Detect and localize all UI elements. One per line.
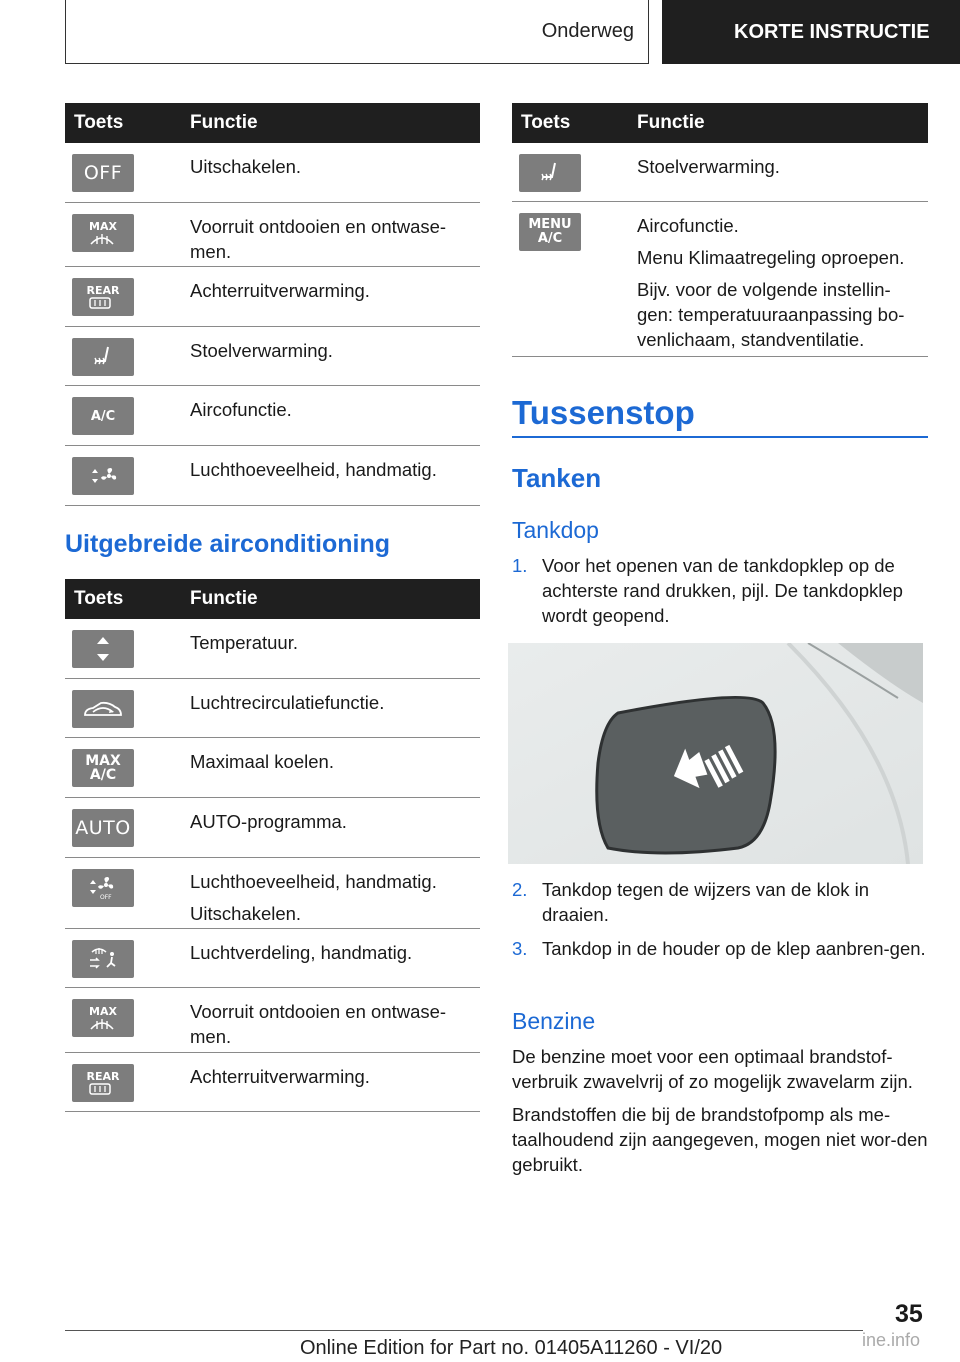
header-section-tab — [65, 0, 649, 64]
function-text: Menu Klimaatregeling oproepen. — [637, 247, 905, 268]
function-text: Luchtverdeling, handmatig. — [190, 942, 413, 963]
auto-icon: AUTO — [72, 809, 134, 847]
subsection-title-tankdop: Tankdop — [512, 517, 599, 543]
function-text: Bijv. voor de volgende instellin-gen: temperatuuraanpassing bo-venlichaam, standventilatie. — [637, 279, 905, 350]
fan-speed-icon — [72, 457, 134, 495]
header-chapter-label: KORTE INSTRUCTIE — [734, 20, 930, 43]
table-row — [65, 798, 480, 858]
function-text: Luchtrecirculatiefunctie. — [190, 692, 385, 713]
list-item: 3. Tankdop in de houder op de klep aanbren-gen. — [512, 938, 926, 959]
footer-text: Online Edition for Part no. 01405A11260 - VI/20 — [300, 1337, 723, 1359]
steps-list-a — [512, 553, 928, 637]
function-text: Achterruitverwarming. — [190, 280, 370, 301]
title-rule — [512, 436, 928, 438]
col-key-header: Toets — [74, 588, 124, 609]
function-text: Stoelverwarming. — [190, 340, 333, 361]
benzine-paragraph-1: De benzine moet voor een optimaal brandstof-verbruik zwavelvrij of zo mogelijk zwavelarm zijn. — [512, 1046, 913, 1092]
list-item: 1. Voor het openen van de tankdopklep op de achterste rand drukken, pijl. De tankdopklep wordt geopend. — [512, 555, 903, 626]
function-text: Uitschakelen. — [190, 903, 302, 924]
table-row — [65, 446, 480, 506]
col-function-header: Functie — [190, 588, 258, 609]
subsection-title-benzine: Benzine — [512, 1008, 596, 1034]
function-text: AUTO-programma. — [190, 811, 347, 832]
steps-list-b — [512, 877, 928, 970]
function-text: Luchthoeveelheid, handmatig. — [190, 871, 437, 892]
function-text: Uitschakelen. — [190, 156, 302, 177]
table-header — [65, 579, 480, 619]
col-key-header: Toets — [521, 112, 571, 133]
table-row — [65, 203, 480, 267]
temperature-icon — [72, 630, 134, 668]
buttons-table-extended — [65, 579, 480, 1112]
watermark: ine.info — [862, 1330, 921, 1350]
max-defrost-icon: MAX — [72, 999, 134, 1037]
chapter-title: Tussenstop — [512, 394, 695, 431]
table-row — [65, 679, 480, 738]
function-text: Stoelverwarming. — [637, 156, 780, 177]
function-text: Voorruit ontdooien en ontwase-men. — [190, 216, 447, 262]
page-number: 35 — [895, 1300, 923, 1328]
rear-defrost-icon: REAR — [72, 1064, 134, 1102]
function-text: Voorruit ontdooien en ontwase-men. — [190, 1001, 447, 1047]
col-function-header: Functie — [190, 112, 258, 133]
table-row — [65, 143, 480, 203]
function-text: Aircofunctie. — [637, 215, 739, 236]
function-text: Temperatuur. — [190, 632, 298, 653]
section-title-ac: Uitgebreide airconditioning — [65, 530, 391, 558]
col-key-header: Toets — [74, 112, 124, 133]
seat-heating-icon — [519, 154, 581, 192]
benzine-paragraph-2: Brandstoffen die bij de brandstofpomp als me-taalhoudend zijn aangegeven, mogen niet wor-den gebruikt. — [512, 1104, 928, 1175]
seat-heating-icon — [72, 338, 134, 376]
off-button-icon: OFF — [72, 154, 134, 192]
table-row — [65, 988, 480, 1053]
svg-text:OFF: OFF — [100, 894, 112, 901]
table-row — [65, 386, 480, 446]
list-item: 2. Tankdop tegen de wijzers van de klok in draaien. — [512, 879, 870, 925]
table-row — [65, 929, 480, 988]
function-text: Maximaal koelen. — [190, 751, 334, 772]
table-header — [512, 103, 928, 143]
rear-defrost-icon: REAR — [72, 278, 134, 316]
air-distribution-icon — [72, 940, 134, 978]
fuel-flap-photo — [508, 643, 923, 864]
section-title-tanken: Tanken — [512, 463, 602, 493]
table-row — [512, 202, 928, 357]
table-header — [65, 103, 480, 143]
table-row — [65, 1053, 480, 1112]
table-row — [65, 858, 480, 929]
recirculation-icon — [72, 690, 134, 728]
buttons-table-right — [512, 103, 928, 357]
ac-icon: A/C — [72, 397, 134, 435]
header-chapter-tab — [662, 0, 960, 64]
table-row — [512, 143, 928, 202]
fan-off-icon — [72, 869, 134, 907]
footer-rule — [65, 1330, 863, 1331]
table-row — [65, 619, 480, 679]
table-row — [65, 738, 480, 798]
function-text: Aircofunctie. — [190, 399, 292, 420]
col-function-header: Functie — [637, 112, 705, 133]
menu-ac-icon: MENU A/C — [519, 213, 581, 251]
buttons-table-basic — [65, 103, 480, 506]
max-defrost-icon: MAX — [72, 214, 134, 252]
table-row — [65, 267, 480, 327]
header-section-label: Onderweg — [541, 20, 634, 42]
max-ac-icon: MAX A/C — [72, 749, 134, 787]
table-row — [65, 327, 480, 386]
function-text: Achterruitverwarming. — [190, 1066, 370, 1087]
function-text: Luchthoeveelheid, handmatig. — [190, 459, 437, 480]
